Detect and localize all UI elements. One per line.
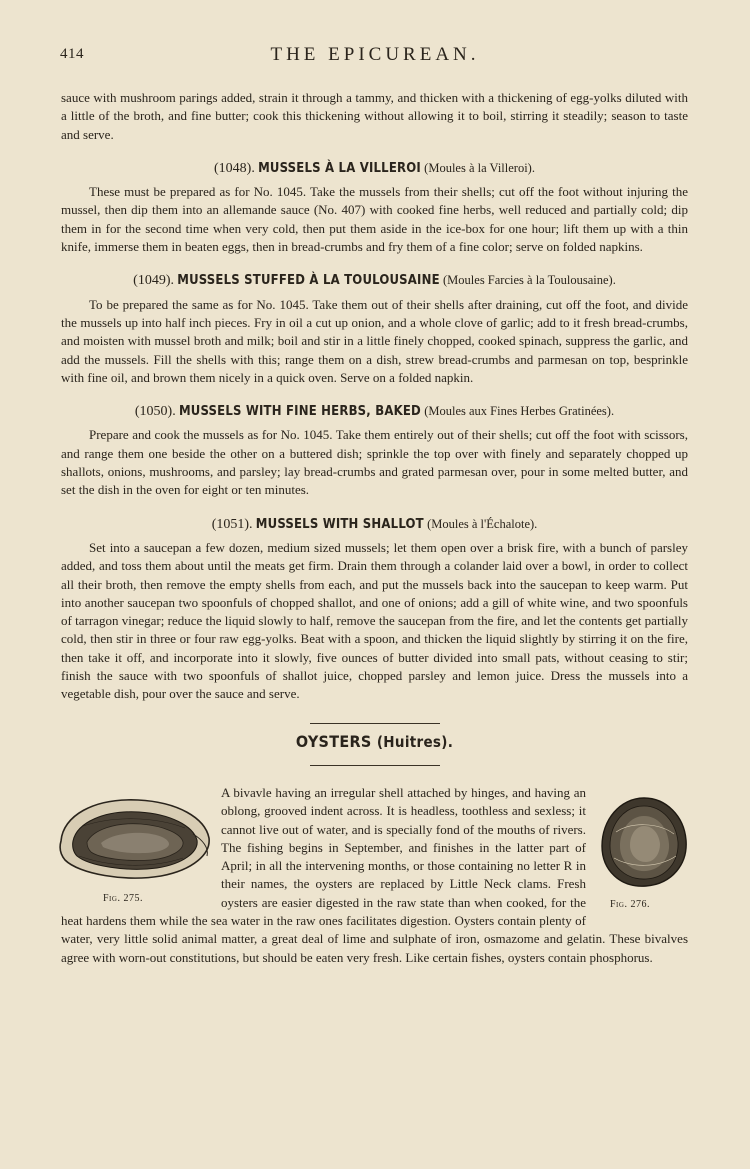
recipe-french-title: (Moules Farcies à la Toulousaine). — [443, 273, 616, 288]
figure-caption: Fig. 276. — [610, 898, 650, 910]
section-title — [61, 733, 688, 751]
recipe-number: (1048). — [214, 160, 255, 176]
intro-paragraph: sauce with mushroom parings added, strain it through a tammy, and thicken with a thickening of egg-yolks diluted with a little of the broth, and fine butter; cook this thickening without allowing it to boil, stirring it steadily; season to taste and serve. — [61, 90, 688, 142]
oyster-shell-open-icon — [53, 786, 213, 886]
section-divider-bottom — [310, 765, 440, 766]
recipe-number: (1049). — [133, 273, 174, 289]
recipe-french-title: (Moules à l'Échalote). — [427, 516, 538, 531]
recipe-heading-1048 — [61, 159, 688, 178]
recipe-heading-1050 — [61, 402, 688, 421]
recipe-body-1049: To be prepared the same as for No. 1045. Take them out of their shells after draining, cut off the foot, and divide the mussels up into half inch pieces. Fry in oil a cut up onion, and a whole clove of garlic; add to it fresh bread-crumbs, and moisten with mussel broth and milk; boil and stir in a little finely chopped, cooked spinach, suppress the garlic, and add the mussels. Fill the shells with this; range them on a dish, strew bread-crumbs and parmesan on top, besprinkle with fine oil, and brown them nicely in a quick oven. Serve on a folded napkin. — [61, 296, 688, 385]
recipe-body-1050: Prepare and cook the mussels as for No. 1045. Take them entirely out of their shells; cut off the foot with scissors, and range them one beside the other on a buttered dish; sprinkle the top over with finely and separately chopped up shallots, onions, mushrooms, and parsley; lay bread-crumbs and grated parmesan over, pour in some melted butter, and set the dish in the oven for eight or ten minutes. — [61, 427, 688, 498]
recipe-body-1048: These must be prepared as for No. 1045. Take the mussels from their shells; cut off the foot without injuring the mussel, then dip them into an allemande sauce (No. 407) with cooked fine herbs, well reduced and partially cold; dip them in for the second time when very cold, then put them aside in the ice-box for one hour; lift them up with a thin knife, immerse them in beaten eggs, then in bread-crumbs and fry them of a fine color; serve on folded napkins. — [61, 184, 688, 255]
oysters-section — [61, 784, 688, 967]
recipe-number: (1051). — [211, 516, 253, 532]
recipe-title: MUSSELS WITH SHALLOT — [255, 516, 424, 532]
oyster-shell-closed-icon — [596, 792, 692, 892]
section-divider-top — [310, 723, 440, 724]
section-title-french: (Huitres). — [376, 732, 454, 751]
recipe-title: MUSSELS À LA VILLEROI — [258, 160, 421, 176]
page-number: 414 — [60, 46, 84, 62]
oysters-body: A bivavle having an irregular shell attached by hinges, and having an oblong, grooved indent across. It is headless, toothless and sexless; it cannot live out of water, and is specially fond of the mouths of rivers. The fishing begins in September, and finishes in the latter part of April; in all the intervening months, or those containing no letter R in their names, the oysters are replaced by Little Neck clams. Fresh oysters are easier digested in the raw state than when cooked, for the heat hardens them while the sea water in the raw ones facilitates digestion. Oysters contain plenty of water, very little solid animal matter, a great deal of lime and sulphate of iron, osmazome and gelatin. These bivalves agree with worn-out constitutions, but should be eaten very fresh. Like certain fishes, oysters contain phosphorus. — [61, 784, 688, 965]
recipe-heading-1051 — [61, 515, 688, 534]
figure-276 — [596, 792, 692, 916]
recipe-title: MUSSELS STUFFED À LA TOULOUSAINE — [177, 273, 440, 289]
recipe-title: MUSSELS WITH FINE HERBS, BAKED — [178, 404, 421, 420]
recipe-body-1051: Set into a saucepan a few dozen, medium sized mussels; let them open over a brisk fire, with a bunch of parsley added, and toss them about until the meats get firm. Drain them through a colander laid over a bowl, in order to collect all their broth, then remove the empty shells from each, and put the mussels back into the saucepan to keep warm. Put into another saucepan two spoonfuls of chopped shallot, and one of onions; add a gill of white wine, and two spoonfuls of tarragon vinegar; reduce the liquid slowly to half, remove the saucepan from the fire, and let the contents get partially cold, then stir in three or four raw egg-yolks. Beat with a spoon, and thicken the liquid slightly by stirring it on the fire, then take it off, and incorporate into it slowly, five ounces of butter divided into small pats, without ceasing to stir; finish the sauce with two spoonfuls of shallot juice, chopped parsley and lemon juice. Dress the mussels into a vegetable dish, pour over the sauce and serve. — [61, 539, 688, 702]
recipe-french-title: (Moules aux Fines Herbes Gratinées). — [424, 404, 615, 419]
recipe-number: (1050). — [134, 404, 176, 420]
section-title-english: OYSTERS — [295, 731, 372, 751]
figure-caption: Fig. 275. — [103, 892, 143, 904]
figure-275 — [53, 786, 213, 910]
page-content — [61, 89, 688, 967]
recipe-french-title: (Moules à la Villeroi). — [424, 160, 535, 175]
page-header — [0, 44, 750, 70]
running-title: THE EPICUREAN. — [270, 44, 480, 65]
recipe-heading-1049 — [61, 271, 688, 290]
